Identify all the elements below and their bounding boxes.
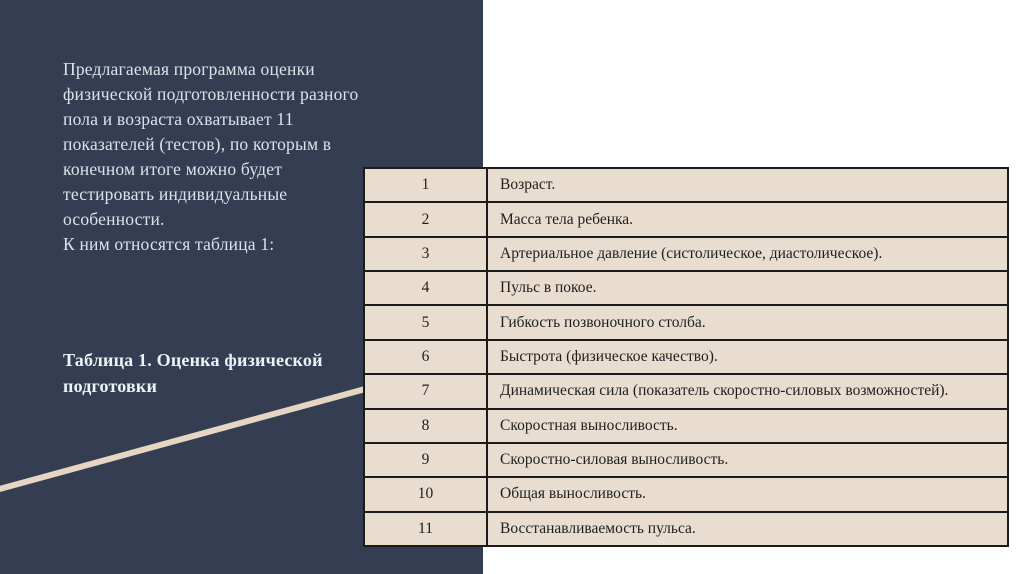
table-row	[365, 375, 1007, 409]
table-caption-line: Таблица 1. Оценка физической	[63, 350, 323, 370]
row-label-cell: Масса тела ребенка.	[488, 203, 1007, 235]
table-row	[365, 306, 1007, 340]
intro-text-line: Предлагаемая программа оценки	[63, 59, 315, 79]
intro-text-line: физической подготовленности разного	[63, 84, 359, 104]
diagonal-accent-line	[0, 386, 367, 493]
row-number-cell: 10	[365, 478, 488, 510]
row-label-cell: Динамическая сила (показатель скоростно-силовых возможностей).	[488, 375, 1007, 407]
row-number-cell: 9	[365, 444, 488, 476]
table-row	[365, 272, 1007, 306]
table-row	[365, 513, 1007, 545]
row-number-cell: 5	[365, 306, 488, 338]
row-number-cell: 2	[365, 203, 488, 235]
table-row	[365, 410, 1007, 444]
row-number-cell: 1	[365, 169, 488, 201]
intro-text-line: конечном итоге можно будет	[63, 159, 283, 179]
row-label-cell: Восстанавливаемость пульса.	[488, 513, 1007, 545]
intro-text-line: показателей (тестов), по которым в	[63, 134, 332, 154]
table-row	[365, 169, 1007, 203]
table-row	[365, 444, 1007, 478]
row-label-cell: Общая выносливость.	[488, 478, 1007, 510]
fitness-table	[363, 167, 1009, 547]
row-number-cell: 7	[365, 375, 488, 407]
table-row	[365, 203, 1007, 237]
intro-text-line: пола и возраста охватывает 11	[63, 109, 294, 129]
intro-text-line: К ним относятся таблица 1:	[63, 234, 275, 254]
table-row	[365, 341, 1007, 375]
row-label-cell: Артериальное давление (систолическое, диастолическое).	[488, 238, 1007, 270]
table-row	[365, 238, 1007, 272]
intro-text-line: тестировать индивидуальные	[63, 184, 288, 204]
row-number-cell: 11	[365, 513, 488, 545]
table-caption	[63, 347, 393, 399]
row-number-cell: 6	[365, 341, 488, 373]
row-number-cell: 3	[365, 238, 488, 270]
row-number-cell: 4	[365, 272, 488, 304]
intro-text-line: особенности.	[63, 209, 165, 229]
row-label-cell: Гибкость позвоночного столба.	[488, 306, 1007, 338]
row-label-cell: Быстрота (физическое качество).	[488, 341, 1007, 373]
row-label-cell: Скоростно-силовая выносливость.	[488, 444, 1007, 476]
row-label-cell: Пульс в покое.	[488, 272, 1007, 304]
row-label-cell: Скоростная выносливость.	[488, 410, 1007, 442]
table-row	[365, 478, 1007, 512]
row-label-cell: Возраст.	[488, 169, 1007, 201]
row-number-cell: 8	[365, 410, 488, 442]
table-caption-line: подготовки	[63, 376, 158, 396]
